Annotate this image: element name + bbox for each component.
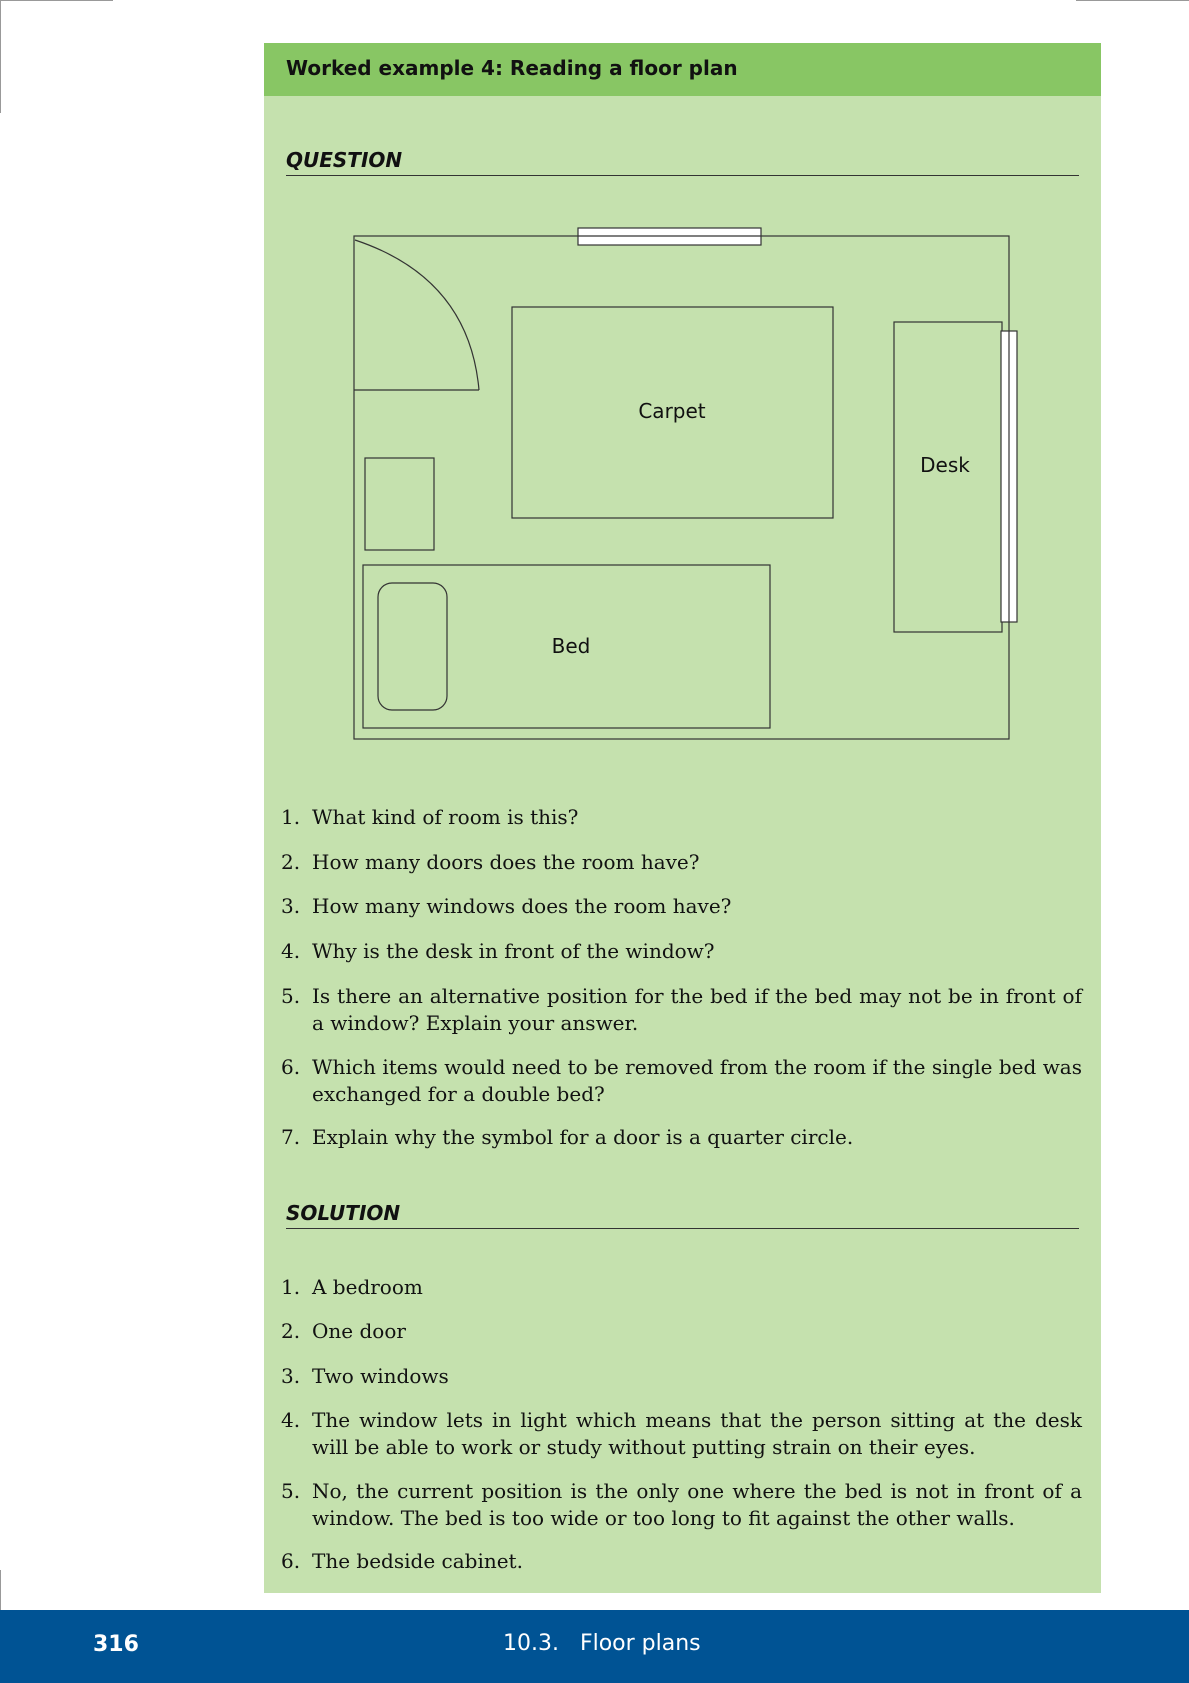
desk-label: Desk [920,453,970,477]
list-item: 6. Which items would need to be removed from the room if the single bed was exchanged for a double bed? [281,1055,1082,1106]
list-item: 3. Two windows [281,1364,449,1388]
chapter-title: 10.3. Floor plans [503,1631,701,1656]
question-heading: QUESTION [286,148,1079,176]
bedside-cabinet [365,458,434,550]
list-item: 4. Why is the desk in front of the window? [281,939,715,963]
list-item: 2. How many doors does the room have? [281,850,700,874]
desk [894,322,1002,632]
crop-mark [0,0,113,1]
pillow [378,583,447,710]
room-walls [354,236,1009,739]
list-item: 7. Explain why the symbol for a door is a quarter circle. [281,1125,854,1149]
window-icon [1001,331,1017,622]
list-item: 5. No, the current position is the only one where the bed is not in front of a window. The bed is too wide or too long to fit against the other walls. [281,1479,1082,1530]
list-item: 4. The window lets in light which means that the person sitting at the desk will be able to work or study without putting strain on their eyes. [281,1408,1082,1459]
worked-example-box [264,43,1101,1593]
list-item: 6. The bedside cabinet. [281,1549,523,1573]
list-item: 2. One door [281,1319,406,1343]
solution-heading: SOLUTION [286,1201,1079,1229]
list-item: 5. Is there an alternative position for the bed if the bed may not be in front of a window? Explain your answer. [281,984,1082,1035]
bed-label: Bed [551,634,591,658]
door-swing-icon [354,240,479,390]
page-number: 316 [93,1632,139,1657]
crop-mark [0,0,1,113]
window-icon [578,228,761,245]
crop-mark [1076,0,1189,1]
floor-plan [264,43,1101,763]
list-item: 3. How many windows does the room have? [281,894,732,918]
list-item: 1. What kind of room is this? [281,805,579,829]
carpet-label: Carpet [638,399,706,423]
page-footer [0,1610,1189,1683]
list-item: 1. A bedroom [281,1275,423,1299]
worked-example-title: Worked example 4: Reading a floor plan [286,56,738,80]
crop-mark [0,1570,1,1610]
